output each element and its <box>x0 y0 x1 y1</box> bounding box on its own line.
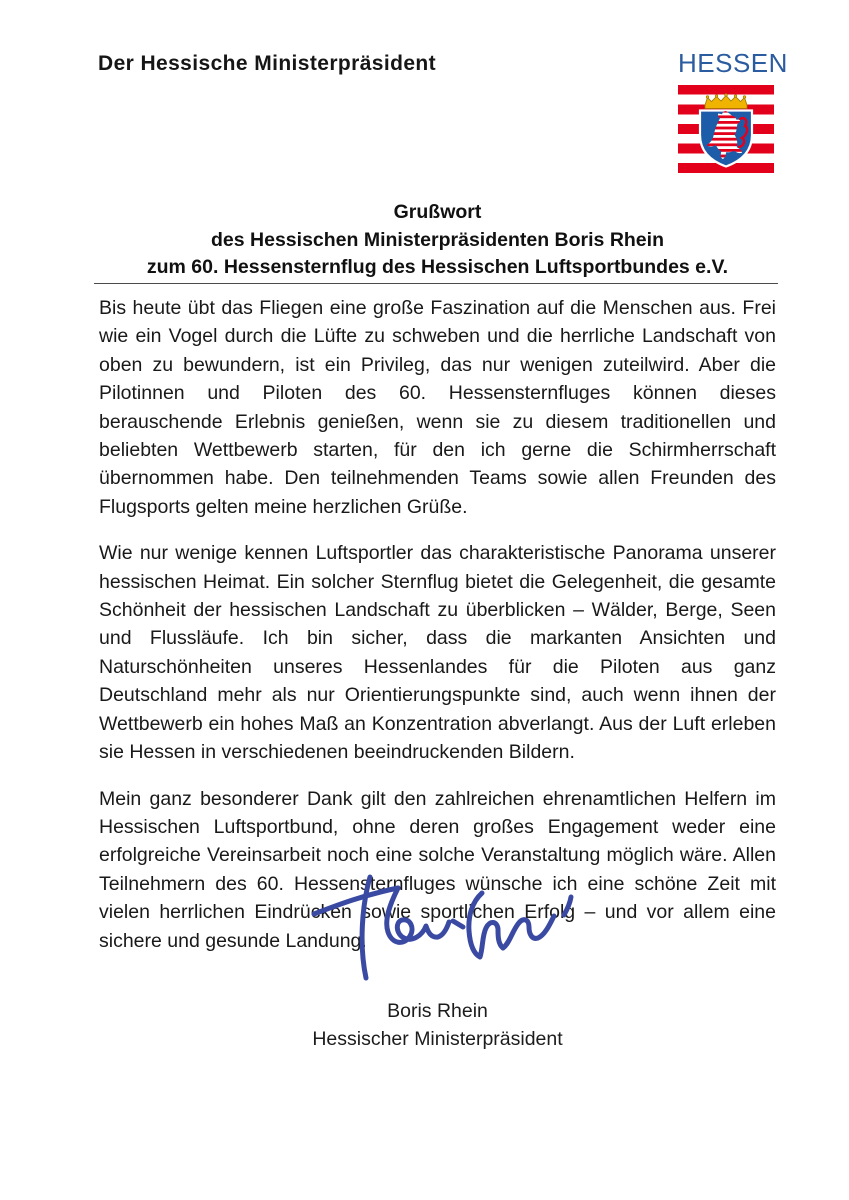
signature-image <box>300 860 580 990</box>
hessen-wordmark: HESSEN <box>678 48 788 78</box>
letter-title <box>99 199 776 282</box>
paragraph-2: Wie nur wenige kennen Luftsportler das charakteristische Panorama unserer hessischen Heimat. Ein solcher Sternflug bietet die Gelegenheit, die gesamte Schönheit der hessischen Landschaft zu überblicken – Wälder, Berge, Seen und Flussläufe. Ich bin sicher, dass die markanten Ansichten und Naturschönheiten unseres Hessenlandes für die Piloten aus ganz Deutschland mehr als nur Orientierungspunkte sind, auch wenn ihnen der Wettbewerb ein hohes Maß an Konzentration abverlangt. Aus der Luft erleben sie Hessen in verschiedenen beeindruckenden Bildern. <box>99 542 776 764</box>
hessen-coat-of-arms-icon <box>695 93 757 169</box>
signatory-name: Boris Rhein <box>387 1000 488 1022</box>
title-divider <box>94 283 778 284</box>
title-line-3: zum 60. Hessensternflug des Hessischen Luftsportbundes e.V. <box>146 256 729 279</box>
paragraph-3: Mein ganz besonderer Dank gilt den zahlreichen ehrenamtlichen Helfern im Hessischen Luftsportbund, ohne deren großes Engagement weder eine erfolgreiche Vereinsarbeit noch eine solche Veranstaltung möglich wäre. Allen Teilnehmern des 60. Hessensternfluges wünsche ich eine schöne Zeit mit vielen herrlichen Eindrücken sowie sportlichen Erfolg – und vor allem eine sichere und gesunde Landung. <box>99 787 776 952</box>
signatory-role: Hessischer Ministerpräsident <box>312 1027 563 1050</box>
hessen-stripes <box>678 85 774 173</box>
title-line-2: des Hessischen Ministerpräsidenten Boris Rhein <box>211 228 664 251</box>
hessen-logo <box>678 48 788 173</box>
sender-line: Der Hessische Ministerpräsident <box>98 52 437 75</box>
signatory-block <box>99 998 776 1053</box>
paragraph-1: Bis heute übt das Fliegen eine große Faszination auf die Menschen aus. Frei wie ein Vogel durch die Lüfte zu schweben und die herrliche Landschaft von oben zu bewundern, ist ein Privileg, das nur wenigen zuteilwird. Aber die Pilotinnen und Piloten des 60. Hessensternfluges können dieses berauschende Erlebnis genießen, wenn sie zu diesem traditionellen und beliebten Wettbewerb starten, für den ich gerne die Schirmherrschaft übernommen habe. Den teilnehmenden Teams sowie allen Freunden des Flugsports gelten meine herzlichen Grüße. <box>99 297 776 518</box>
title-line-1: Grußwort <box>393 201 482 223</box>
